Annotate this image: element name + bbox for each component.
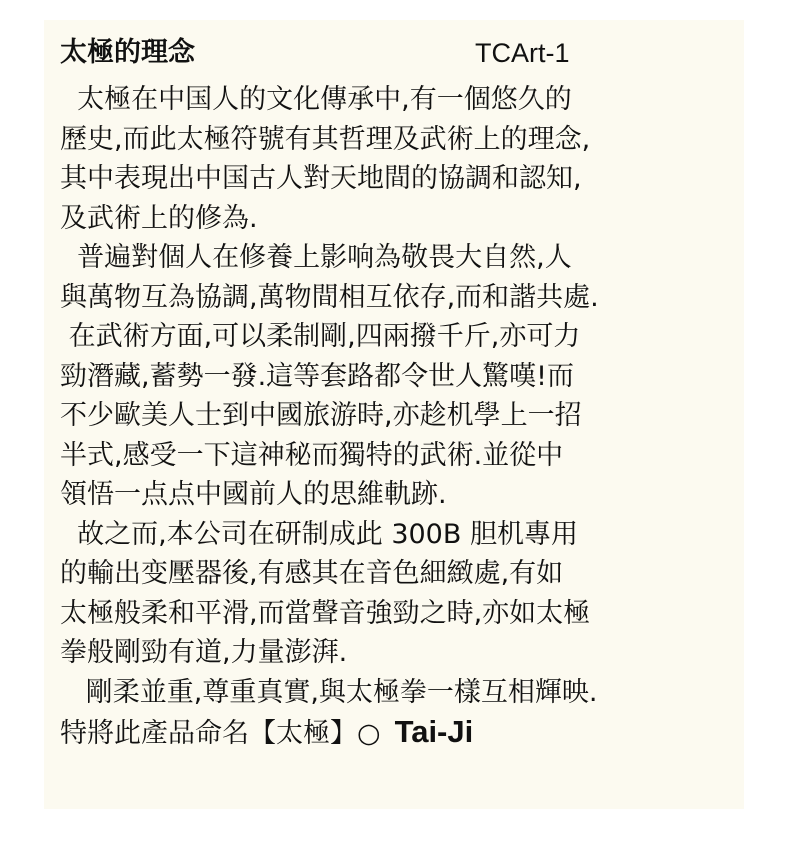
text-line: 歷史,而此太極符號有其哲理及武術上的理念, bbox=[60, 123, 591, 155]
text-line: 太極在中国人的文化傳承中,有一個悠久的 bbox=[60, 84, 572, 115]
text-line: 普遍對個人在修養上影响為敬畏大自然,人 bbox=[60, 242, 572, 273]
document-title: 太極的理念 bbox=[60, 37, 195, 68]
text-line: 與萬物互為協調,萬物間相互依存,而和諧共處. bbox=[60, 281, 599, 313]
text-line: 故之而,本公司在研制成此 300B 胆机專用 bbox=[60, 518, 578, 550]
text-line: 勁潛藏,蓄勢一發.這等套路都令世人驚嘆!而 bbox=[60, 360, 574, 392]
text-line: 其中表現出中国古人對天地間的協調和認知, bbox=[60, 163, 582, 194]
text-line: 拳般剛勁有道,力量澎湃. bbox=[60, 637, 348, 668]
document-header bbox=[60, 30, 720, 76]
closing-text: 特將此產品命名【太極】○ bbox=[60, 718, 381, 749]
text-line: 領悟一点点中國前人的思維軌跡. bbox=[60, 479, 447, 510]
text-line: 及武術上的修為. bbox=[60, 202, 258, 234]
text-line: 剛柔並重,尊重真實,與太極拳一樣互相輝映. bbox=[60, 676, 598, 708]
text-line: 不少歐美人士到中國旅游時,亦趁机學上一招 bbox=[60, 400, 582, 431]
closing-line bbox=[60, 712, 744, 752]
body-text bbox=[60, 80, 744, 752]
text-line: 太極般柔和平滑,而當聲音強勁之時,亦如太極 bbox=[60, 597, 591, 629]
document-code: TCArt-1 bbox=[475, 38, 570, 68]
text-line: 的輸出变壓器後,有感其在音色細緻處,有如 bbox=[60, 558, 564, 589]
text-line: 在武術方面,可以柔制剛,四兩撥千斤,亦可力 bbox=[60, 321, 581, 352]
text-line: 半式,感受一下這神秘而獨特的武術.並從中 bbox=[60, 439, 564, 471]
product-name: Tai-Ji bbox=[394, 714, 474, 749]
